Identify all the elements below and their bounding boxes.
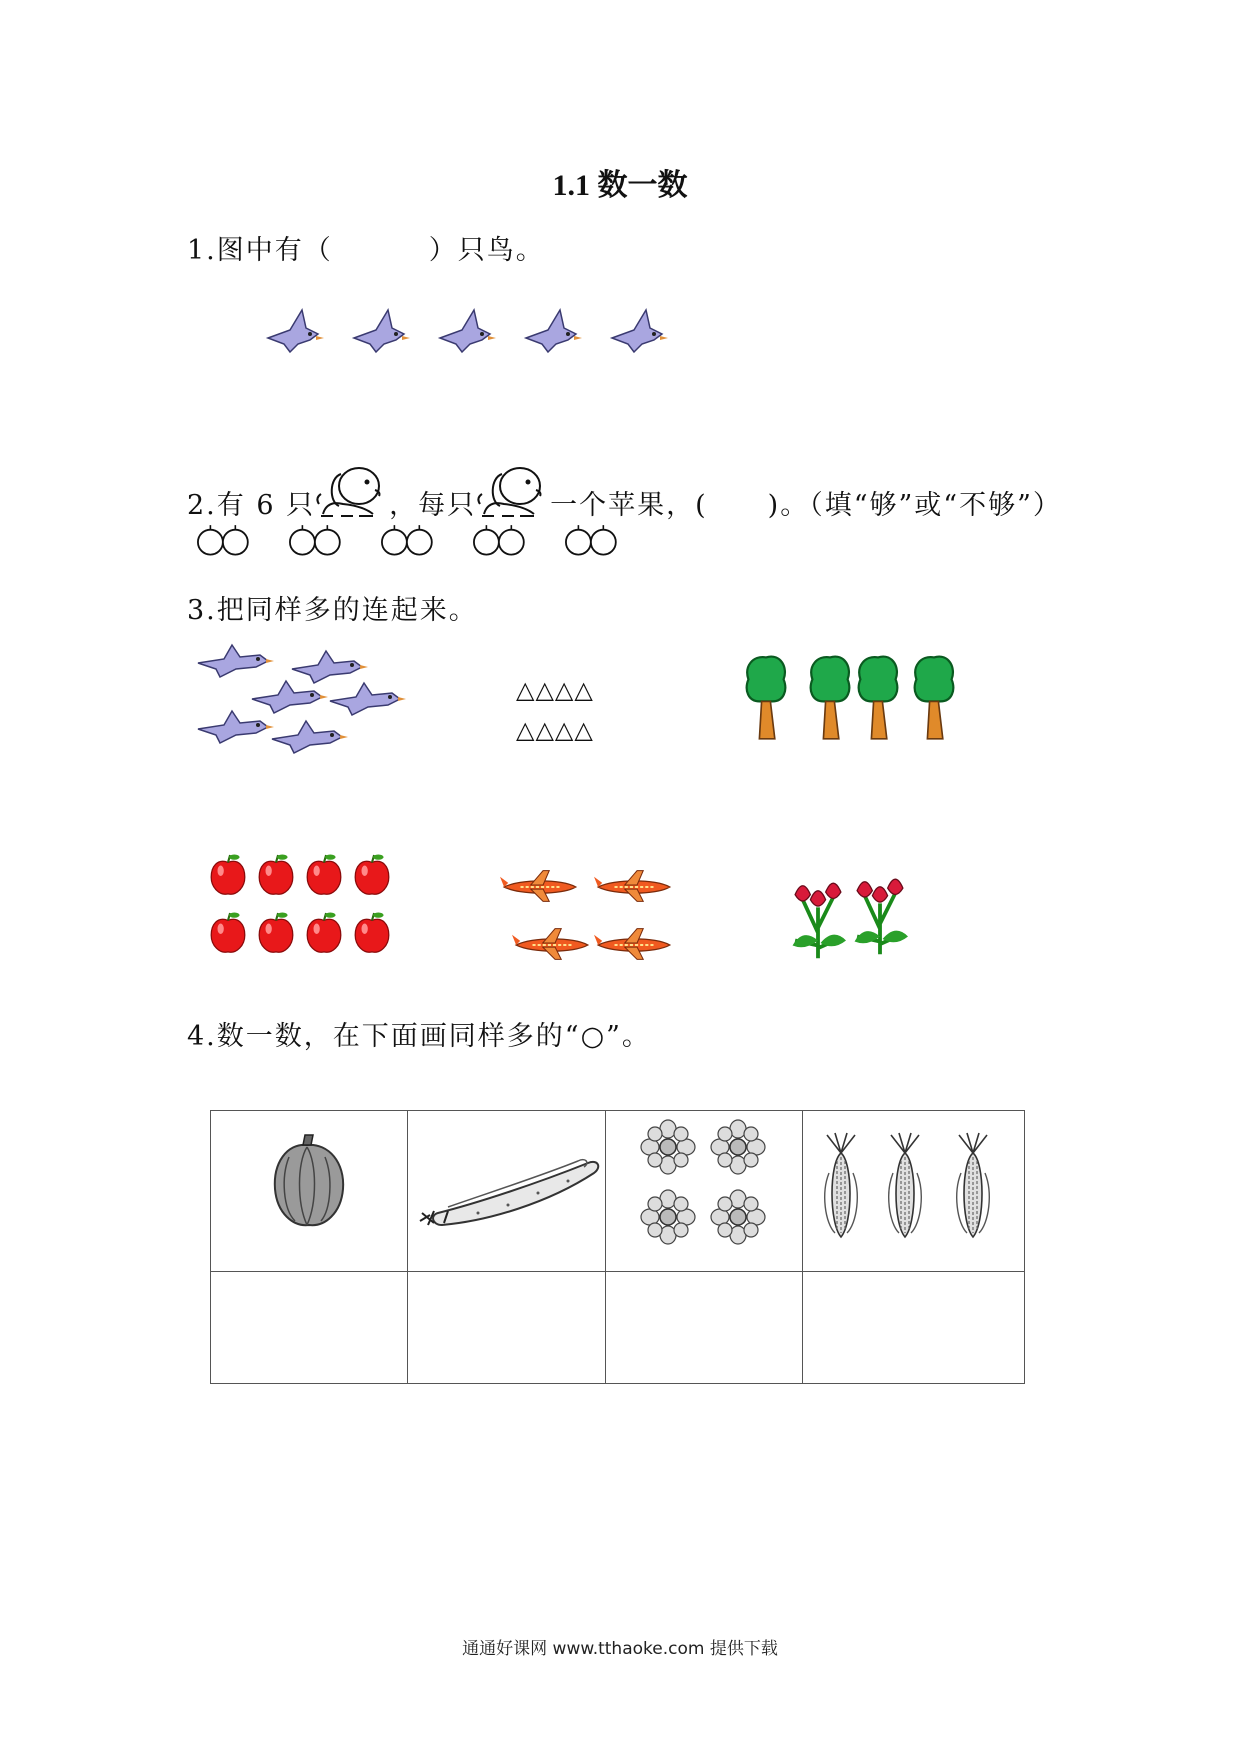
counting-table [210, 1110, 1025, 1384]
question-1 [187, 228, 545, 267]
apple-icon [256, 912, 296, 954]
apple-icon [304, 912, 344, 954]
airplane-icon [512, 926, 592, 962]
tulip-icon [790, 866, 846, 964]
question-3: 3.把同样多的连起来。 [187, 595, 478, 626]
airplane-icon [500, 868, 580, 904]
bird-icon [196, 706, 276, 748]
apple-icon [352, 912, 392, 954]
corn-icon [889, 1133, 922, 1237]
bird-icon [346, 300, 412, 366]
airplane-icon [594, 868, 674, 904]
cucumber-icon [408, 1111, 604, 1267]
apple-icon [208, 912, 248, 954]
tree-icon [808, 648, 852, 746]
question-2-part3: 一个苹果，( [550, 490, 708, 521]
apple-icon [208, 854, 248, 896]
triangles-row: △△△△ [516, 716, 594, 744]
page-title: 1.1 数一数 [552, 169, 688, 202]
tree-icon [744, 648, 788, 746]
bird-icon [518, 300, 584, 366]
pepper-cell [211, 1111, 408, 1272]
dog-icon [476, 458, 550, 522]
flower-answer-cell[interactable] [605, 1272, 802, 1384]
apple-outline-icon [286, 524, 346, 558]
flower-cell [605, 1111, 802, 1272]
corn-icon [957, 1133, 990, 1237]
cucumber-cell [408, 1111, 605, 1272]
apple-outline-icon [562, 524, 622, 558]
apple-outline-icon [470, 524, 530, 558]
question-2-part2: ，每只 [389, 490, 477, 521]
triangles-row: △△△△ [516, 676, 594, 704]
question-2 [187, 458, 1062, 522]
flower-icon [711, 1190, 765, 1244]
apple-outline-icon [194, 524, 254, 558]
apple-icon [352, 854, 392, 896]
corn-group [803, 1111, 1023, 1267]
question-2-part4: )。（填“够”或“不够”） [767, 490, 1062, 521]
bird-icon [432, 300, 498, 366]
question-1-text-before: 1.图中有（ [187, 235, 333, 266]
bird-icon [328, 678, 408, 720]
tulip-icon [852, 862, 908, 960]
bird-icon [260, 300, 326, 366]
footer-credit: 通通好课网 www.tthaoke.com 提供下载 [462, 1639, 778, 1659]
apple-outline-icon [378, 524, 438, 558]
apple-icon [256, 854, 296, 896]
corn-icon [825, 1133, 858, 1237]
flower-icon [641, 1120, 695, 1174]
tree-icon [856, 648, 900, 746]
flower-icon [641, 1190, 695, 1244]
pepper-icon [211, 1111, 407, 1267]
flower-group [606, 1111, 802, 1267]
airplane-icon [594, 926, 674, 962]
flower-icon [711, 1120, 765, 1174]
question-4: 4.数一数，在下面画同样多的“○”。 [187, 1021, 651, 1052]
pepper-answer-cell[interactable] [211, 1272, 408, 1384]
question-2-part1: 2.有 6 只 [187, 490, 316, 521]
question-1-text-after: ）只鸟。 [428, 235, 545, 266]
apple-icon [304, 854, 344, 896]
tree-icon [912, 648, 956, 746]
bird-icon [270, 716, 350, 758]
corn-answer-cell[interactable] [803, 1272, 1025, 1384]
bird-icon [604, 300, 670, 366]
corn-cell [803, 1111, 1025, 1272]
dog-icon [315, 458, 389, 522]
cucumber-answer-cell[interactable] [408, 1272, 605, 1384]
